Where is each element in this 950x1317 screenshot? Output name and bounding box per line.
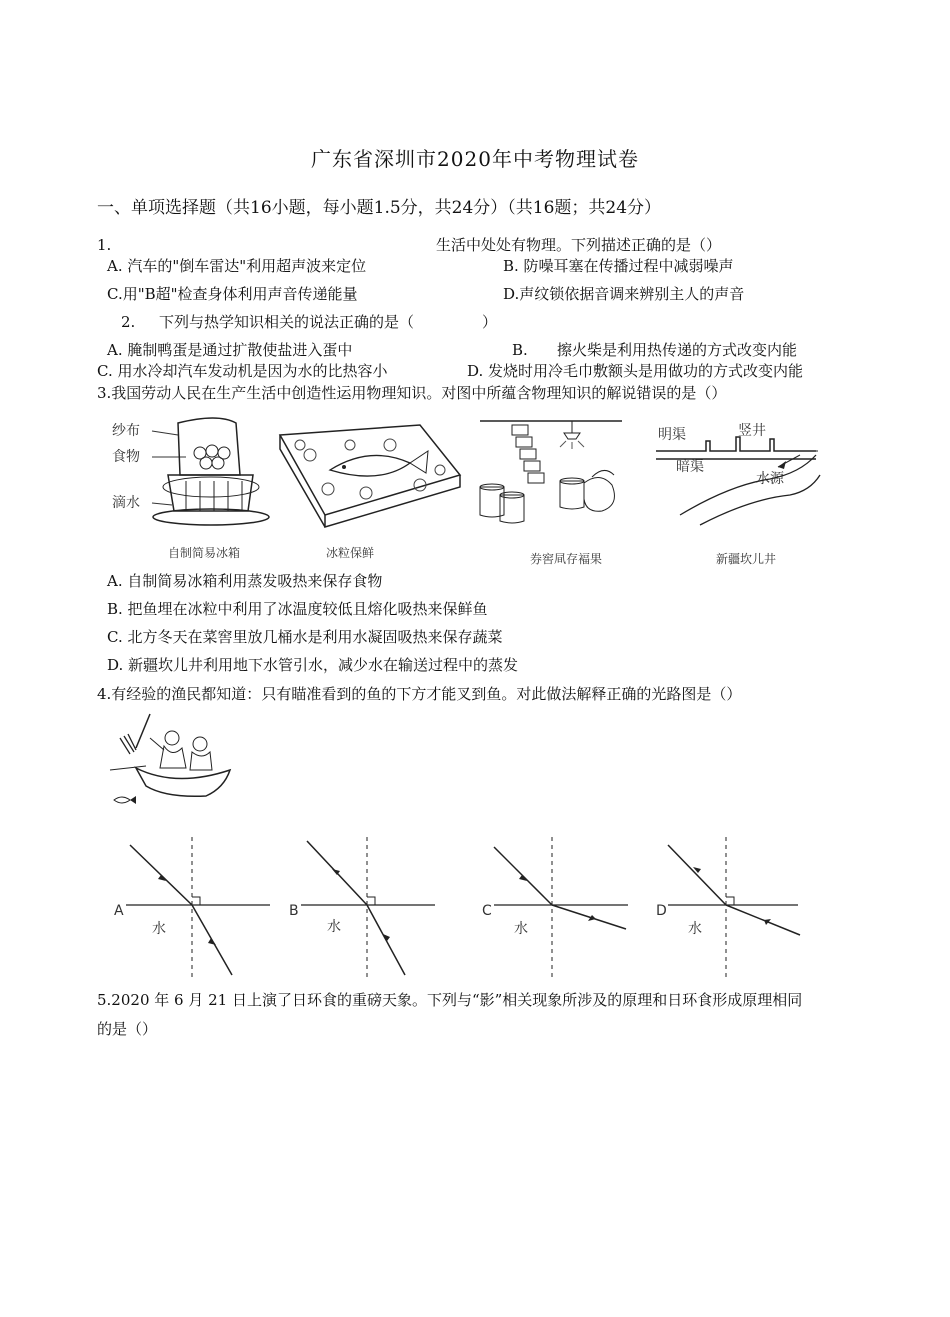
light-path-diagram-c	[478, 835, 648, 980]
q1-option-d: D.声纹锁依据音调来辨别主人的声音	[503, 285, 745, 303]
q1-stem: 生活中处处有物理。下列描述正确的是（）	[436, 236, 722, 254]
label-shaft: 竖井	[738, 423, 766, 439]
q4-stem: 4.有经验的渔民都知道：只有瞄准看到的鱼的下方才能叉到鱼。对此做法解释正确的光路图是（）	[97, 685, 742, 703]
label-drip: 滴水	[112, 495, 140, 511]
q1-option-b: B. 防噪耳塞在传播过程中减弱噪声	[503, 257, 734, 275]
label-water-source: 水源	[756, 471, 784, 487]
option-label-a: A	[114, 903, 124, 919]
q2-close-paren: ）	[482, 313, 498, 331]
water-label-b: 水	[327, 919, 341, 935]
q3-option-b: B. 把鱼埋在冰粒中利用了冰温度较低且熔化吸热来保鲜鱼	[107, 600, 488, 618]
option-label-d: D	[656, 903, 667, 919]
q2-number: 2.	[121, 313, 136, 331]
light-path-diagram-a	[110, 835, 280, 980]
label-food: 食物	[112, 449, 140, 465]
light-path-diagram-d	[652, 835, 827, 980]
q3-option-c: C. 北方冬天在菜窖里放几桶水是利用水凝固吸热来保存蔬菜	[107, 628, 503, 646]
caption-karez: 新疆坎儿井	[716, 552, 777, 566]
q3-option-a: A. 自制简易冰箱利用蒸发吸热来保存食物	[107, 572, 383, 590]
q3-figure-cellar	[472, 415, 642, 570]
q2-option-a: A. 腌制鸭蛋是通过扩散使盐进入蛋中	[107, 341, 353, 359]
water-label-d: 水	[688, 921, 702, 937]
caption-ice-fish: 冰粒保鲜	[326, 546, 375, 560]
label-open-canal: 明渠	[658, 427, 686, 443]
q2-option-c: C. 用水冷却汽车发动机是因为水的比热容小	[97, 362, 388, 380]
q1-option-a: A. 汽车的"倒车雷达"利用超声波来定位	[107, 257, 367, 275]
label-covered-canal: 暗渠	[676, 459, 704, 475]
section-heading: 一、单项选择题（共16小题，每小题1.5分，共24分）（共16题；共24分）	[97, 198, 662, 218]
q2-option-b: 擦火柴是利用热传递的方式改变内能	[557, 341, 798, 359]
q5-stem-line2: 的是（）	[97, 1020, 158, 1038]
q1-option-c: C.用"B超"检查身体利用声音传递能量	[107, 285, 358, 303]
caption-icebox: 自制简易冰箱	[168, 546, 241, 560]
q2-stem: 下列与热学知识相关的说法正确的是（	[159, 313, 415, 331]
q3-figure-icebox	[108, 415, 278, 570]
water-label-a: 水	[152, 921, 166, 937]
page-title: 广东省深圳市2020年中考物理试卷	[311, 147, 639, 171]
option-label-c: C	[482, 903, 492, 919]
q3-option-d: D. 新疆坎儿井利用地下水管引水，减少水在输送过程中的蒸发	[107, 656, 519, 674]
q5-stem-line1: 5.2020 年 6 月 21 日上演了日环食的重磅天象。下列与“影”相关现象所涉及的原理和日环食形成原理相同	[97, 991, 803, 1009]
q2-option-d: D. 发烧时用冷毛巾敷额头是用做功的方式改变内能	[467, 362, 804, 380]
water-label-c: 水	[514, 921, 528, 937]
q3-figure-ice-fish	[270, 415, 470, 570]
fisherman-illustration	[106, 708, 236, 808]
option-label-b: B	[289, 903, 299, 919]
caption-cellar: 券窖凬存褔果	[530, 552, 603, 566]
q1-number: 1.	[97, 236, 112, 254]
light-path-diagram-b	[285, 835, 455, 980]
q2-option-b-letter: B.	[512, 341, 528, 359]
q3-figure-karez	[650, 415, 825, 570]
q3-stem: 3.我国劳动人民在生产生活中创造性运用物理知识。对图中所蕴含物理知识的解说错误的是（）	[97, 384, 727, 402]
label-gauze: 纱布	[112, 423, 140, 439]
